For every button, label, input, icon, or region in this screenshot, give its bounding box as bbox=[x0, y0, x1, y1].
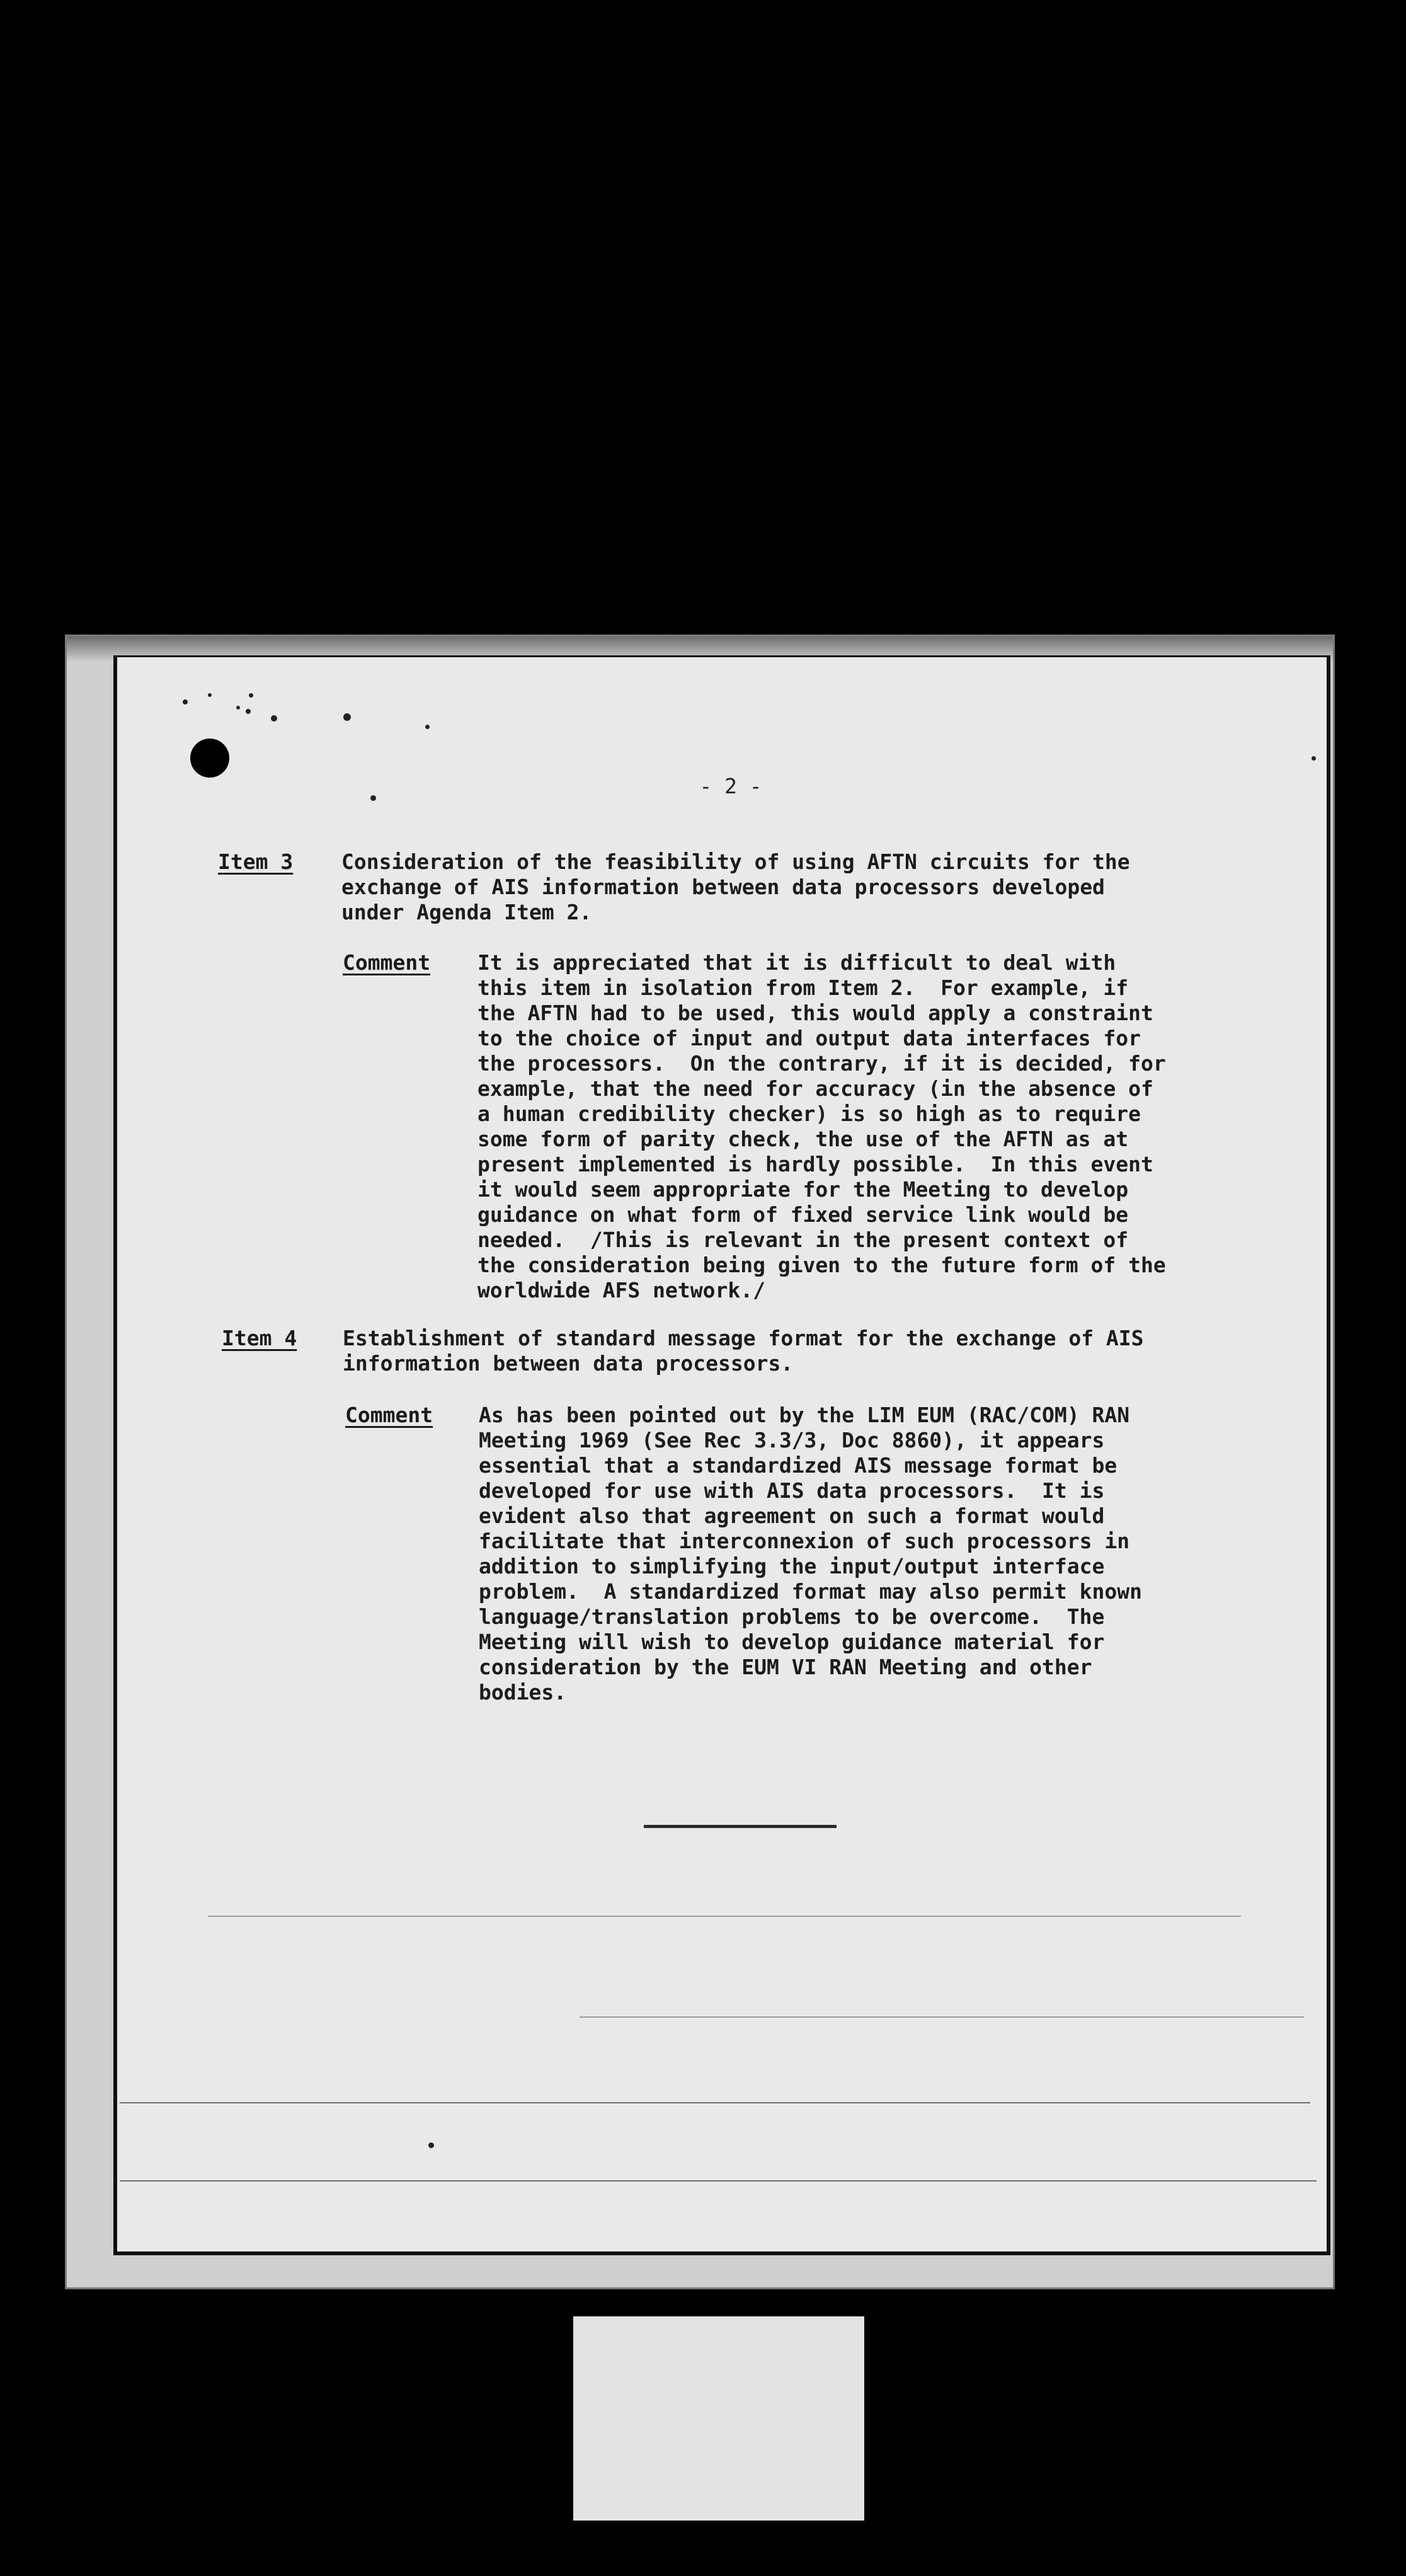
speck bbox=[249, 693, 253, 698]
item-3-comment-text: It is appreciated that it is difficult to deal with this item in isolation from Item 2. For example, if the AFTN had to be used, this would apply a constraint to the choice of input and output data interfaces for the processors. On the contrary, if it is decided, for example, that the need for accuracy (in the absence of a human credibility checker) is so high as to require some form of parity check, the use of the AFTN as at present implemented is hardly possible. In this event it would seem appropriate for the Meeting to develop guidance on what form of fixed service link would be needed. /This is relevant in the present context of the consideration being given to the future form of the worldwide AFS network./ bbox=[477, 950, 1166, 1302]
faint-line bbox=[208, 1916, 1241, 1917]
blank-label-card bbox=[573, 2316, 864, 2521]
item-3-label-text: Item 3 bbox=[218, 849, 294, 874]
item-4-label bbox=[222, 1326, 297, 1350]
speck bbox=[425, 725, 430, 729]
item-3-comment-label bbox=[343, 950, 430, 975]
speck bbox=[343, 713, 351, 721]
item-3-comment-label-text: Comment bbox=[343, 950, 431, 975]
speck bbox=[370, 795, 376, 801]
item-4-comment-label bbox=[345, 1403, 433, 1427]
speck bbox=[428, 2142, 434, 2148]
end-of-section-rule bbox=[644, 1825, 837, 1828]
speck bbox=[1312, 756, 1316, 761]
faint-line bbox=[120, 2180, 1317, 2182]
item-4-comment-label-text: Comment bbox=[345, 1403, 433, 1427]
item-4-text: Establishment of standard message format for the exchange of AIS information between data processors. bbox=[343, 1326, 1144, 1376]
page-number: - 2 - bbox=[699, 774, 762, 798]
speck bbox=[271, 715, 277, 722]
item-4-label-text: Item 4 bbox=[222, 1326, 297, 1350]
speck bbox=[208, 693, 212, 697]
speck bbox=[183, 699, 188, 704]
item-4-comment-text: As has been pointed out by the LIM EUM (RAC/COM) RAN Meeting 1969 (See Rec 3.3/3, Doc 8860), it appears essential that a standardized AIS message format be developed for use with AIS data processors. It is evident also that agreement on such a format would facilitate that interconnexion of such processors in addition to simplifying the input/output interface problem. A standardized format may also permit known language/translation problems to be overcome. The Meeting will wish to develop guidance material for consideration by the EUM VI RAN Meeting and other bodies. bbox=[479, 1403, 1142, 1705]
speck bbox=[236, 706, 240, 710]
faint-line bbox=[580, 2016, 1304, 2018]
item-3-text: Consideration of the feasibility of using AFTN circuits for the exchange of AIS information between data processors developed under Agenda Item 2. bbox=[341, 849, 1130, 924]
punch-hole bbox=[190, 739, 229, 778]
speck bbox=[246, 709, 251, 714]
faint-line bbox=[120, 2102, 1310, 2103]
item-3-label bbox=[218, 849, 293, 874]
